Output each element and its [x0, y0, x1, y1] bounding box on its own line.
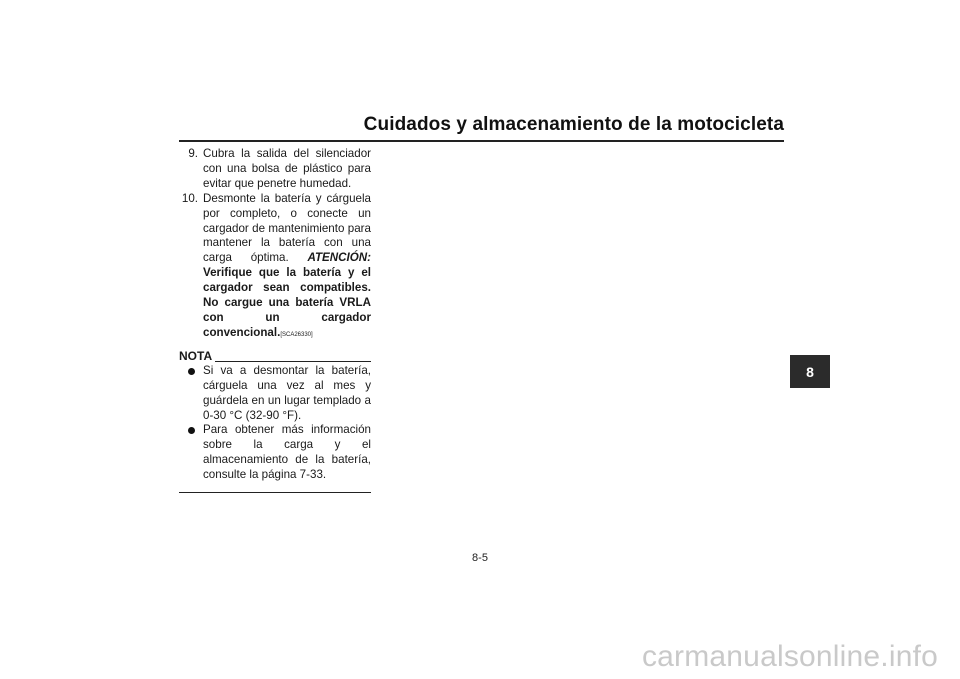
caution-label: ATENCIÓN: [307, 251, 371, 265]
note-header-rule [213, 361, 371, 362]
step-text: Cubra la salida del silenciador con una bolsa de plástico para evitar que penetre humedad. [203, 147, 371, 190]
note-bullet [179, 423, 371, 483]
bullet-dot-icon [188, 427, 195, 434]
step-9 [179, 147, 371, 192]
page-number: 8-5 [472, 552, 488, 564]
page-title: Cuidados y almacenamiento de la motocicleta [363, 114, 784, 135]
chapter-tab: 8 [790, 355, 830, 388]
reference-code: [SCA26330] [280, 331, 313, 338]
header-divider [179, 140, 784, 142]
bullet-dot-icon [188, 368, 195, 375]
note-bullet-text: Para obtener más información sobre la carga y el almacenamiento de la batería, consulte la página 7-33. [203, 423, 371, 482]
watermark: carmanualsonline.info [641, 640, 938, 673]
note-label: NOTA [179, 349, 215, 364]
step-number: 9. [188, 147, 198, 160]
note-header [179, 349, 371, 364]
step-text: Desmonte la batería y cárguela por completo, o conecte un cargador de mantenimiento para mantener la batería con una carga óptima. [203, 191, 371, 265]
step-number: 10. [181, 191, 198, 205]
caution-text: Verifique que la batería y el cargador sean compatibles. No cargue una batería VRLA con un cargador convencional. [203, 266, 371, 339]
step-10 [179, 192, 371, 343]
note-end-divider [179, 492, 371, 493]
note-bullet [179, 364, 371, 424]
content-column [179, 147, 371, 493]
note-bullet-text: Si va a desmontar la batería, cárguela una vez al mes y guárdela en un lugar templado a 0-30 °C (32-90 °F). [203, 363, 371, 422]
